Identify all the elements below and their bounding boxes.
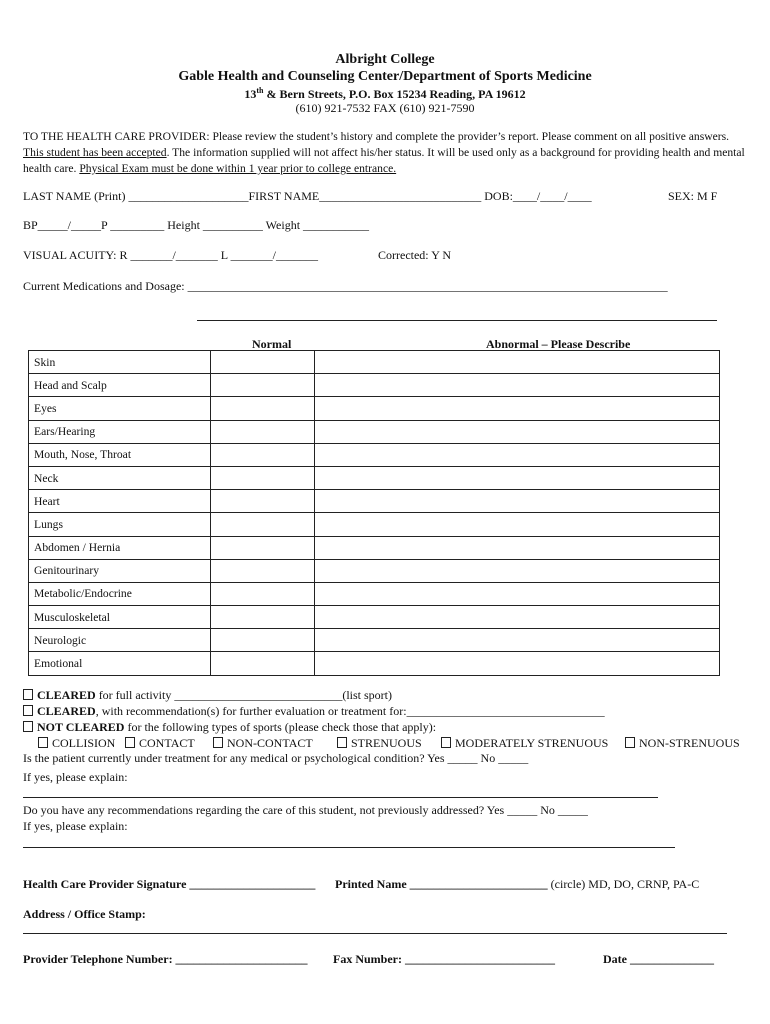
checkbox-icon[interactable] — [337, 737, 347, 748]
normal-cell[interactable] — [211, 513, 315, 536]
date-field[interactable]: Date ______________ — [603, 952, 714, 966]
medications-line-2[interactable] — [197, 320, 717, 321]
normal-cell[interactable] — [211, 652, 315, 675]
sport-option[interactable]: NON-STRENUOUS — [625, 736, 740, 751]
telephone-field[interactable]: Provider Telephone Number: ______________________ — [23, 952, 308, 966]
not-cleared-line[interactable]: NOT CLEARED for the following types of sports (please check those that apply): — [23, 720, 436, 735]
abnormal-cell[interactable] — [315, 582, 720, 605]
normal-cell[interactable] — [211, 559, 315, 582]
normal-header: Normal — [252, 337, 292, 351]
exam-item-label: Musculoskeletal — [29, 606, 211, 629]
address-stamp-label: Address / Office Stamp: — [23, 907, 146, 921]
corrected-field[interactable]: Corrected: Y N — [378, 248, 452, 262]
table-row — [29, 582, 720, 605]
table-row — [29, 351, 720, 374]
cleared-rec-line[interactable]: CLEARED, with recommendation(s) for further evaluation or treatment for:_________________________________ — [23, 704, 605, 719]
table-row — [29, 559, 720, 582]
abnormal-cell[interactable] — [315, 466, 720, 489]
abnormal-cell[interactable] — [315, 606, 720, 629]
abnormal-cell[interactable] — [315, 629, 720, 652]
name-dob-line[interactable]: LAST NAME (Print) ____________________FIRST NAME___________________________ DOB:____/____/____ — [23, 189, 592, 203]
checkbox-icon[interactable] — [125, 737, 135, 748]
exam-item-label: Ears/Hearing — [29, 420, 211, 443]
exam-note: Physical Exam must be done within 1 year prior to college entrance. — [79, 162, 397, 175]
center-name: Gable Health and Counseling Center/Department of Sports Medicine — [178, 69, 592, 84]
abnormal-cell[interactable] — [315, 420, 720, 443]
table-row — [29, 490, 720, 513]
table-row — [29, 629, 720, 652]
normal-cell[interactable] — [211, 606, 315, 629]
sport-option[interactable]: CONTACT — [125, 736, 195, 751]
checkbox-icon[interactable] — [625, 737, 635, 748]
sport-option[interactable]: MODERATELY STRENUOUS — [441, 736, 608, 751]
exam-item-label: Eyes — [29, 397, 211, 420]
exam-item-label: Metabolic/Endocrine — [29, 582, 211, 605]
checkbox-icon[interactable] — [441, 737, 451, 748]
normal-cell[interactable] — [211, 536, 315, 559]
abnormal-cell[interactable] — [315, 397, 720, 420]
normal-cell[interactable] — [211, 374, 315, 397]
signature-field[interactable]: Health Care Provider Signature _____________________ — [23, 877, 316, 891]
exam-item-label: Abdomen / Hernia — [29, 536, 211, 559]
table-row — [29, 466, 720, 489]
abnormal-cell[interactable] — [315, 513, 720, 536]
explain-line[interactable] — [23, 797, 658, 798]
checkbox-icon[interactable] — [38, 737, 48, 748]
sport-option[interactable]: NON-CONTACT — [213, 736, 313, 751]
abnormal-cell[interactable] — [315, 652, 720, 675]
printed-name-field[interactable]: Printed Name _______________________ (circle) MD, DO, CRNP, PA-C — [335, 877, 700, 891]
exam-item-label: Genitourinary — [29, 559, 211, 582]
explain-line[interactable] — [23, 847, 675, 848]
abnormal-cell[interactable] — [315, 374, 720, 397]
exam-table — [28, 350, 720, 676]
fax-field[interactable]: Fax Number: _________________________ — [333, 952, 555, 966]
table-row — [29, 420, 720, 443]
abnormal-cell[interactable] — [315, 443, 720, 466]
abnormal-cell[interactable] — [315, 536, 720, 559]
checkbox-icon[interactable] — [23, 721, 33, 732]
table-row — [29, 606, 720, 629]
exam-item-label: Emotional — [29, 652, 211, 675]
table-row — [29, 443, 720, 466]
exam-item-label: Skin — [29, 351, 211, 374]
sport-option[interactable]: STRENUOUS — [337, 736, 422, 751]
exam-item-label: Head and Scalp — [29, 374, 211, 397]
medications-line[interactable]: Current Medications and Dosage: ________________________________________________________________________________ — [23, 279, 668, 293]
address-line[interactable] — [23, 933, 727, 934]
college-name: Albright College — [335, 52, 435, 67]
normal-cell[interactable] — [211, 443, 315, 466]
phone-fax-line: (610) 921-7532 FAX (610) 921-7590 — [295, 101, 475, 115]
checkbox-icon[interactable] — [213, 737, 223, 748]
abnormal-cell[interactable] — [315, 351, 720, 374]
abnormal-cell[interactable] — [315, 559, 720, 582]
normal-cell[interactable] — [211, 582, 315, 605]
exam-item-label: Neck — [29, 466, 211, 489]
sex-field[interactable]: SEX: M F — [668, 189, 718, 203]
intro-paragraph: TO THE HEALTH CARE PROVIDER: Please review the student’s history and complete the provider’s report. Please comment on all positive answers. This student has been accepted. The information supplied will not affect his/her status. It will be used only as a background for providing health and mental health care. Physical Exam must be done within 1 year prior to college entrance. — [23, 130, 745, 175]
normal-cell[interactable] — [211, 351, 315, 374]
exam-item-label: Neurologic — [29, 629, 211, 652]
checkbox-icon[interactable] — [23, 689, 33, 700]
exam-item-label: Heart — [29, 490, 211, 513]
table-row — [29, 513, 720, 536]
exam-item-label: Lungs — [29, 513, 211, 536]
abnormal-cell[interactable] — [315, 490, 720, 513]
address-line: 13th & Bern Streets, P.O. Box 15234 Reading, PA 19612 — [244, 86, 526, 101]
visual-acuity-line[interactable]: VISUAL ACUITY: R _______/_______ L _______/_______ — [23, 248, 319, 262]
checkbox-icon[interactable] — [23, 705, 33, 716]
normal-cell[interactable] — [211, 397, 315, 420]
vitals-line[interactable]: BP_____/_____P _________ Height __________ Weight ___________ — [23, 218, 370, 232]
if-yes-explain: If yes, please explain: — [23, 770, 128, 784]
table-row — [29, 536, 720, 559]
normal-cell[interactable] — [211, 466, 315, 489]
table-row — [29, 374, 720, 397]
normal-cell[interactable] — [211, 629, 315, 652]
table-row — [29, 397, 720, 420]
normal-cell[interactable] — [211, 490, 315, 513]
exam-item-label: Mouth, Nose, Throat — [29, 443, 211, 466]
abnormal-header: Abnormal – Please Describe — [486, 337, 631, 351]
sport-option[interactable]: COLLISION — [38, 736, 115, 751]
table-row — [29, 652, 720, 675]
cleared-full-line[interactable]: CLEARED for full activity ____________________________(list sport) — [23, 688, 392, 703]
if-yes-explain: If yes, please explain: — [23, 819, 128, 833]
recommend-question[interactable]: Do you have any recommendations regarding the care of this student, not previously addressed? Yes _____ No _____ — [23, 803, 588, 817]
accepted-note: This student has been accepted — [23, 146, 167, 159]
treatment-question[interactable]: Is the patient currently under treatment for any medical or psychological condition? Yes _____ No _____ — [23, 751, 529, 765]
normal-cell[interactable] — [211, 420, 315, 443]
